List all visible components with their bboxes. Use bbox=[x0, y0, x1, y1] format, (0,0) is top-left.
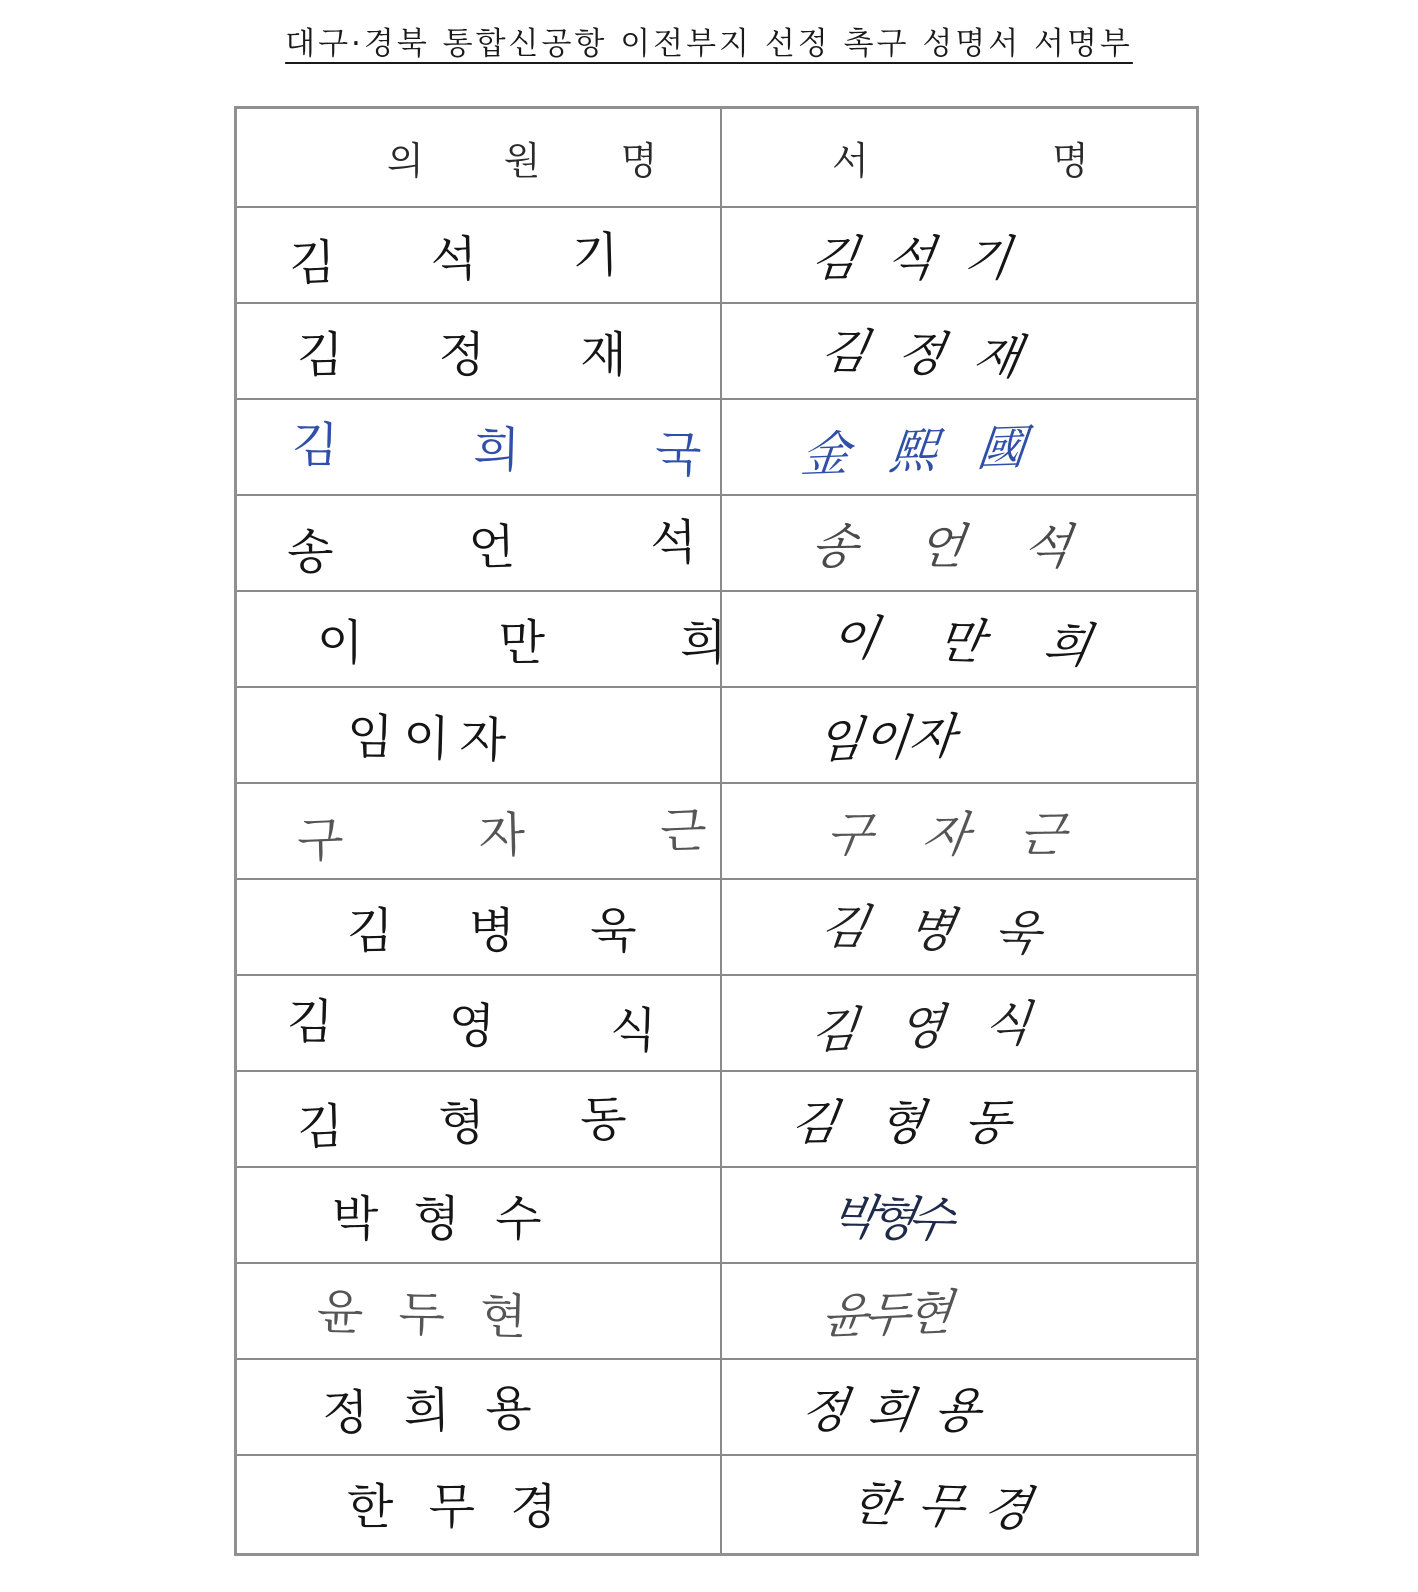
name-cell bbox=[237, 782, 768, 878]
table-header-row bbox=[237, 109, 1196, 208]
signature-cell bbox=[722, 398, 1196, 494]
table-row bbox=[237, 206, 1196, 304]
table-row bbox=[237, 686, 1196, 784]
signature-cell bbox=[722, 974, 1196, 1070]
name-cell bbox=[237, 1070, 720, 1166]
name-cell bbox=[237, 974, 720, 1070]
member-name: 구 자 근 bbox=[296, 800, 768, 869]
name-cell bbox=[237, 494, 758, 590]
member-name: 김 정 재 bbox=[297, 326, 667, 383]
table-row bbox=[237, 782, 1196, 880]
handwritten-signature: 윤두현 bbox=[818, 1284, 952, 1345]
signature-cell bbox=[722, 302, 1196, 398]
table-row bbox=[237, 974, 1196, 1072]
handwritten-signature: 김형동 bbox=[787, 1094, 1055, 1151]
signature-cell bbox=[722, 1070, 1196, 1166]
handwritten-signature: 정희용 bbox=[797, 1382, 1005, 1439]
member-name: 박 형 수 bbox=[332, 1190, 552, 1247]
signature-table bbox=[234, 106, 1199, 1556]
table-row bbox=[237, 1454, 1196, 1550]
handwritten-signature: 임이자 bbox=[813, 707, 959, 770]
signature-cell bbox=[722, 1454, 1196, 1550]
signature-column-header-left: 서 bbox=[832, 139, 869, 183]
table-row bbox=[237, 494, 1196, 592]
signature-cell bbox=[722, 686, 1196, 782]
handwritten-signature: 김병욱 bbox=[816, 898, 1086, 963]
name-cell bbox=[237, 1262, 720, 1358]
table-row bbox=[237, 590, 1196, 688]
document-title-text: 대구·경북 통합신공항 이전부지 선정 촉구 성명서 서명부 bbox=[285, 26, 1133, 62]
table-row bbox=[237, 398, 1196, 496]
table-row bbox=[237, 302, 1196, 400]
handwritten-signature: 한무경 bbox=[846, 1475, 1056, 1538]
table-row bbox=[237, 1358, 1196, 1456]
document-title bbox=[0, 18, 1418, 63]
header-cell-name bbox=[237, 109, 720, 206]
signature-cell bbox=[722, 1166, 1196, 1262]
member-name: 김 형 동 bbox=[296, 1089, 668, 1156]
signature-cell bbox=[722, 878, 1196, 974]
handwritten-signature: 구자근 bbox=[822, 806, 1120, 863]
table-row bbox=[237, 878, 1196, 976]
signature-cell bbox=[722, 782, 1196, 878]
member-name: 김 희 국 bbox=[291, 416, 763, 485]
member-name: 김 영 식 bbox=[286, 993, 708, 1060]
handwritten-signature: 金熙國 bbox=[798, 417, 1069, 484]
member-name: 김 석 기 bbox=[288, 225, 660, 292]
name-cell bbox=[237, 878, 720, 974]
table-row bbox=[237, 1070, 1196, 1168]
signature-cell bbox=[722, 1358, 1196, 1454]
member-name: 정 희 용 bbox=[321, 1379, 543, 1442]
member-name: 이 만 희 bbox=[317, 614, 787, 671]
handwritten-signature: 김정재 bbox=[816, 322, 1056, 387]
table-row bbox=[237, 1262, 1196, 1360]
handwritten-signature: 이만희 bbox=[826, 609, 1156, 676]
handwritten-signature: 김석기 bbox=[807, 230, 1045, 287]
member-name: 송 언 석 bbox=[286, 512, 758, 581]
member-name: 윤 두 현 bbox=[316, 1283, 538, 1346]
signature-cell bbox=[722, 494, 1196, 590]
member-name: 김 병 욱 bbox=[347, 902, 667, 959]
name-cell bbox=[237, 1358, 720, 1454]
name-cell bbox=[237, 302, 720, 398]
handwritten-signature: 김영식 bbox=[808, 993, 1074, 1060]
signature-column-header-right: 명 bbox=[1052, 139, 1089, 183]
signature-cell bbox=[722, 206, 1196, 302]
name-cell bbox=[237, 398, 763, 494]
signature-cell bbox=[722, 590, 1196, 686]
signature-cell bbox=[722, 1262, 1196, 1358]
handwritten-signature: 박형수 bbox=[826, 1188, 952, 1249]
name-cell bbox=[237, 686, 720, 782]
name-cell bbox=[237, 1166, 720, 1262]
header-cell-signature bbox=[722, 109, 1196, 206]
member-name: 임이자 bbox=[346, 708, 517, 769]
handwritten-signature: 송언석 bbox=[807, 518, 1135, 575]
table-row bbox=[237, 1166, 1196, 1264]
member-name: 한 무 경 bbox=[347, 1478, 567, 1535]
name-cell bbox=[237, 1454, 720, 1550]
name-column-header: 의 원 명 bbox=[387, 139, 692, 183]
name-cell bbox=[237, 206, 720, 302]
name-cell bbox=[237, 590, 787, 686]
